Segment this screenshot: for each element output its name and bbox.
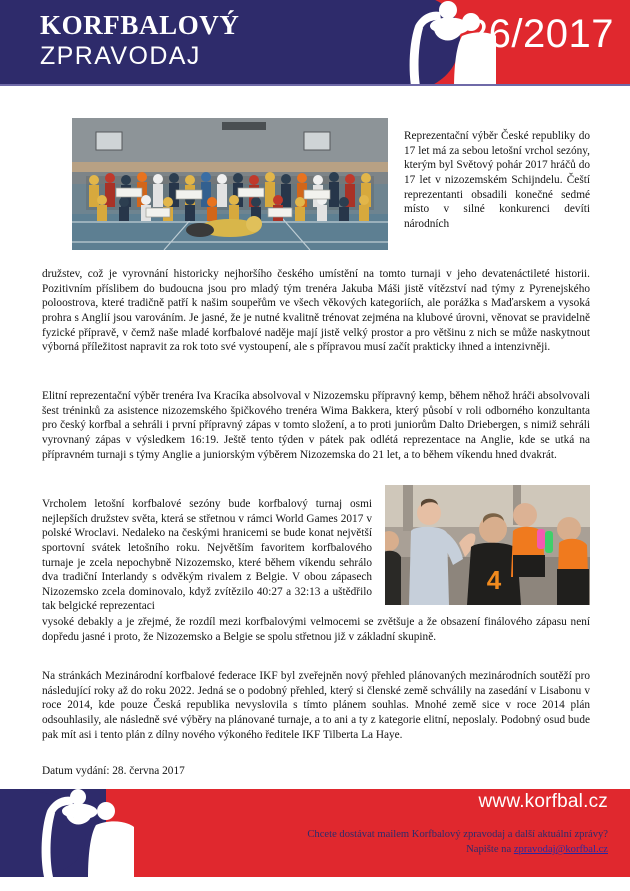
- paragraph-intro: Reprezentační výběr České republiky do 17 let má za sebou letošní vrchol sezóny, kterým byl Světový pohár 2017 hráčů do 17 let v nizozemském Schijndelu. Čeští reprezentanti obsadili konečné sedmé místo v silné konkurenci devíti národních: [404, 130, 590, 230]
- coach-team-timeout-photo: [385, 485, 590, 605]
- article-body: [0, 86, 630, 781]
- korfball-players-logo: [14, 789, 134, 877]
- publication-date: Datum vydání: 28. června 2017: [42, 765, 185, 777]
- paragraph-elite-squad: Elitní reprezentační výběr trenéra Iva Kracíka absolvoval v Nizozemsku přípravný kemp, během něhož hráči absolvovali šest tréninků za asistence nizozemského špičkového trenéra Wima Bakkera, který působí v roli odborného konzultanta pro český korfbal a sehráli i první přípravný zápas v tomto složení, a to proti juniorům Dalto Driebergen, s nimiž sehráli vyrovnaný zápas v výsledkem 16:19. Ještě tento týden v pátek pak odlétá reprezentace na Anglie, kde se utká na přípravném turnaji s týmy Anglie a juniorským výběrem Nizozemska do 21 let, a to během víkendu hned dvakrát.: [42, 390, 590, 461]
- page-footer: [0, 789, 630, 877]
- paragraph-ikf-calendar: Na stránkách Mezinárodní korfbalové federace IKF byl zveřejněn nový přehled plánovaných mezinárodních soutěží pro následující roky až do roku 2022. Jedná se o podobný přehled, který si členské země schválily na zasedání v Lisabonu v roce 2014, kde pouze Česká republika nevyslovila s tímto plánem souhlas. Mnohé země sice v roce 2014 plán odsouhlasily, ale následně své výběry na plánované turnaje, a to ani a ty z kategorie elitní, neposlaly. Podobný osud bude pak mít asi i tento plán z dílny nového výkoného ředitele IKF Tilberta La Haye.: [42, 670, 590, 741]
- newsletter-cta-question: Chcete dostávat mailem Korfbalový zpravodaj a další aktuální zprávy?: [307, 829, 608, 840]
- newsletter-cta-contact: [188, 842, 608, 857]
- group-team-photo-image: [72, 118, 388, 250]
- newsletter-email-link[interactable]: zpravodaj@korfbal.cz: [513, 844, 608, 855]
- paragraph-world-games-cont: vysoké debakly a je zřejmé, že rozdíl mezi korfbalovými velmocemi se zvětšuje a že obsazení finálového zápasu není dopředu jasné i proto, že Nizozemsko a Belgie se spolu střetnou již v základní skupině.: [42, 616, 590, 643]
- group-team-photo: [72, 118, 388, 250]
- masthead-subtitle: ZPRAVODAJ: [40, 42, 201, 70]
- svg-text:4: 4: [486, 565, 502, 595]
- coach-team-timeout-image: [385, 485, 590, 605]
- paragraph-world-games: Vrcholem letošní korfbalové sezóny bude korfbalový turnaj osmi nejlepších družstev světa, která se střetnou v rámci World Games 2017 v polské Wroclavi. Nedaleko na českými hranicemi se bude konat největší sportovní svátek letošního roku. Největším favoritem korfbalového turnaje je zcela nepochybně Nizozemsko, které během víkendu sehrálo dva tradiční Interlandy s odvěkým rivalem z Belgie. V obou zápasech Nizozemsko zcela dominovalo, když zvítězilo 40:27 a 32:13 a uštědřilo tak belgické reprezentaci: [42, 498, 372, 613]
- website-url[interactable]: www.korfbal.cz: [478, 791, 608, 812]
- masthead: [40, 10, 240, 72]
- newsletter-cta-prefix: Napište na: [466, 844, 514, 855]
- issue-number: 26/2017: [465, 12, 614, 56]
- paragraph-intro-cont: družstev, což je vyrovnání historicky nejhoršího českého umístění na tomto turnaji v jeho devatenáctileté historii. Pozitivním příslibem do budoucna jsou pro mladý tým trenéra Jakuba Máši jistě vítězství nad týmy z Pyrenejského poloostrova, které tradičně patří k našim soupeřům ve všech věkových kategoriích, ale porážka s Maďarskem a vysoká prohra s Anglií jsou varováním. Je jasné, že je nutné kvalitně trénovat zejména na klubové úrovni, věnovat se pravidelně fyzické přípravě, v čemž naše mladé korfbalové naděje mají jistě velký prostor a pro většinu z nich se může naskytnout výborná příležitost napravit za rok toto své vystoupení, ale s přípravou musí začít prakticky ihned a intenzivněji.: [42, 268, 590, 354]
- newsletter-signup-cta: [188, 827, 608, 857]
- masthead-title: KORFBALOVÝ: [40, 10, 240, 40]
- page-header: [0, 0, 630, 84]
